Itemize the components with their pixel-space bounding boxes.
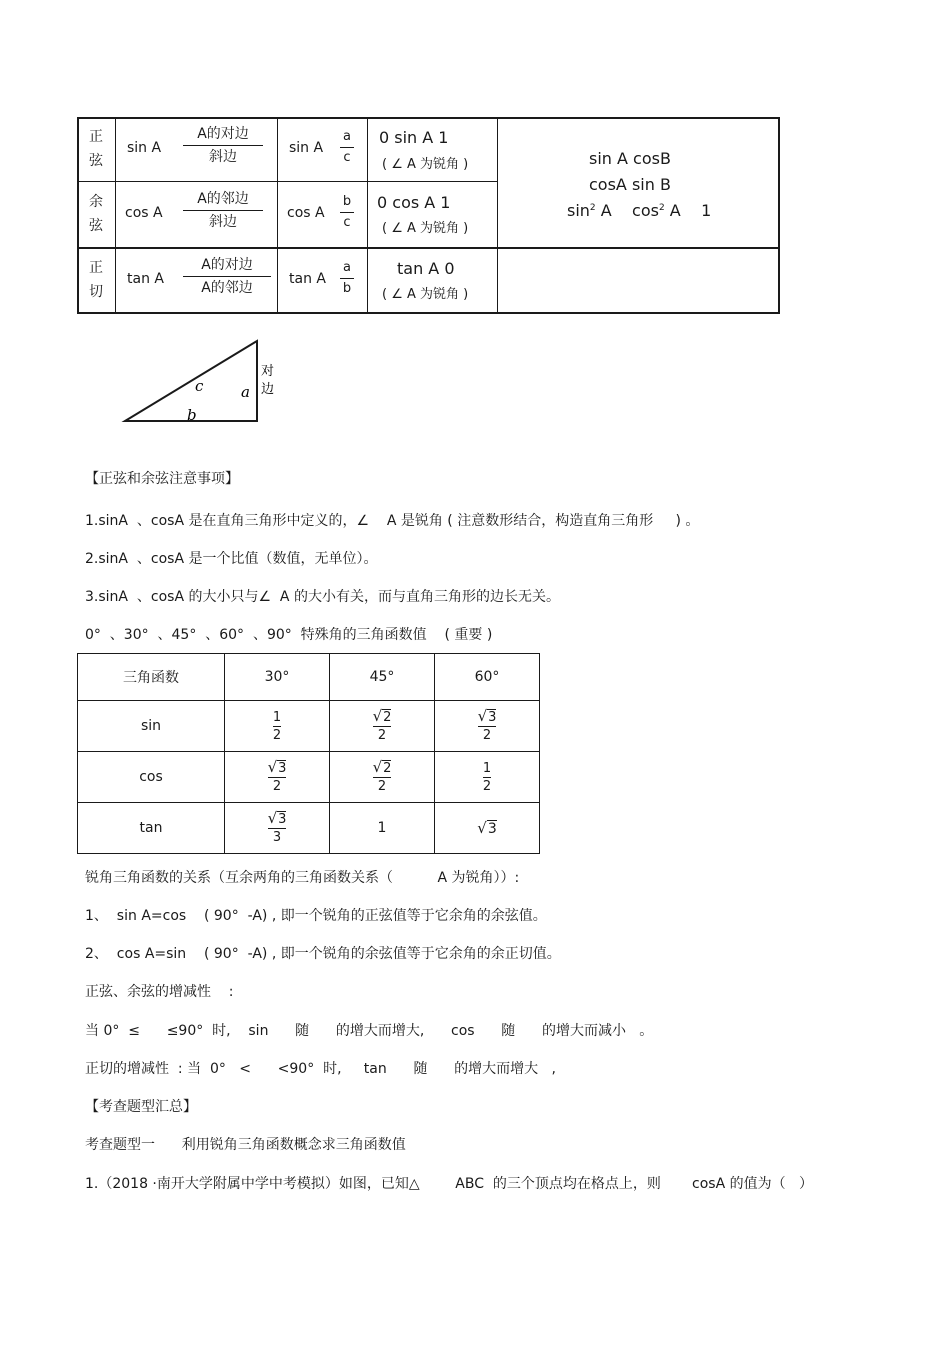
row3-range: tan A 0 [397, 259, 455, 278]
relations-title: 锐角三角函数的关系（互余两角的三角函数关系（ A 为锐角））: [85, 870, 520, 886]
row1-short-func: sin A [289, 140, 324, 156]
row3-func: tan A [127, 271, 164, 287]
row2-ratio-denominator: 斜边 [209, 214, 237, 230]
note-2: 2.sinA 、cosA 是一个比值（数值，无单位）。 [85, 551, 378, 567]
label-b: b [187, 406, 197, 424]
row1-func: sin A [127, 140, 162, 156]
row3-ratio-numerator: A的对边 [201, 257, 253, 273]
row2-note: ( ∠ A 为锐角 ) [382, 221, 469, 236]
row2-func: cos A [125, 205, 163, 221]
sin-45-cell: $\frac{√2}{2}$ [330, 701, 435, 752]
tan-30-cell: $\frac{√3}{3}$ [225, 803, 330, 854]
row-tan-label: tan [78, 803, 225, 854]
relation-line-1: sin A cosB [589, 149, 671, 168]
monotonicity-sin-cos: 当 0° ≤ ≤90° 时, sin 随 的增大而增大, cos 随 的增大而减小 。 [85, 1023, 654, 1039]
row1-ratio-denominator: 斜边 [209, 149, 237, 165]
row1-short-den: c [343, 150, 351, 165]
notes-heading: 【正弦和余弦注意事项】 [85, 471, 239, 487]
row3-note: ( ∠ A 为锐角 ) [382, 287, 469, 302]
row-cos-label: cos [78, 752, 225, 803]
row1-range: 0 sin A 1 [379, 128, 449, 147]
sin-60-cell: $\frac{√3}{2}$ [435, 701, 540, 752]
label-c: c [195, 377, 204, 395]
row2-ratio-fraction [183, 190, 263, 231]
tan-45-cell: 1 [330, 803, 435, 854]
cos-60-cell: $\frac{1}{2}$ [435, 752, 540, 803]
monotonicity-title: 正弦、余弦的增减性 : [85, 984, 234, 1000]
header-30: 30° [225, 654, 330, 701]
right-triangle-figure [120, 335, 290, 430]
row1-note: ( ∠ A 为锐角 ) [382, 157, 469, 172]
row3-short-func: tan A [289, 271, 326, 287]
side-label-1: 对 [261, 364, 275, 379]
relation-line-2: cosA sin B [589, 175, 671, 194]
definition-table [77, 117, 780, 313]
special-angles-title: 0° 、30° 、45° 、60° 、90° 特殊角的三角函数值 ( 重要 ) [85, 627, 493, 643]
row2-label-top: 余 [89, 194, 103, 210]
relation-line-3: $\sin^2 A$ $\cos^2 A$ 1 [567, 201, 712, 220]
row1-short-fraction [340, 129, 354, 166]
row3-ratio-fraction [183, 256, 271, 297]
tan-60-cell: √3 [435, 803, 540, 854]
row1-ratio-numerator: A的对边 [197, 126, 249, 142]
row2-short-func: cos A [287, 205, 325, 221]
cos-45-cell: $\frac{√2}{2}$ [330, 752, 435, 803]
row2-label-bottom: 弦 [89, 218, 103, 234]
row3-short-num: a [343, 260, 351, 275]
header-60: 60° [435, 654, 540, 701]
row3-short-fraction [340, 260, 354, 297]
relation-2: 2、 cos A=sin ( 90° -A) , 即一个锐角的余弦值等于它余角的余正切值。 [85, 946, 561, 962]
summary-heading: 【考查题型汇总】 [85, 1099, 197, 1115]
sin-30-cell: $\frac{1}{2}$ [225, 701, 330, 752]
question-1: 1.（2018 ·南开大学附属中学中考模拟）如图，已知△ ABC 的三个顶点均在格点上，则 cosA 的值为（ ） [85, 1176, 813, 1192]
row1-label-bottom: 弦 [89, 153, 103, 169]
row2-short-num: b [342, 194, 352, 209]
row2-ratio-numerator: A的邻边 [197, 191, 249, 207]
row3-short-den: b [342, 281, 352, 296]
header-func: 三角函数 [78, 654, 225, 701]
row2-short-fraction [340, 194, 354, 231]
note-3: 3.sinA 、cosA 的大小只与∠ A 的大小有关，而与直角三角形的边长无关。 [85, 589, 560, 605]
question-type-1: 考查题型一 利用锐角三角函数概念求三角函数值 [85, 1137, 406, 1153]
row1-short-num: a [343, 129, 351, 144]
row-sin-label: sin [78, 701, 225, 752]
label-a: a [241, 383, 250, 401]
special-angle-table [77, 653, 540, 854]
note-1: 1.sinA 、cosA 是在直角三角形中定义的，∠ A 是锐角 ( 注意数形结合，构造直角三角形 ) 。 [85, 513, 700, 529]
row1-ratio-fraction [183, 125, 263, 166]
header-45: 45° [330, 654, 435, 701]
row1-label-top: 正 [89, 129, 103, 145]
row2-range: 0 cos A 1 [377, 193, 451, 212]
monotonicity-tan: 正切的增减性 : 当 0° < <90° 时, tan 随 的增大而增大 , [85, 1061, 556, 1077]
row3-label-top: 正 [89, 260, 103, 276]
relation-1: 1、 sin A=cos ( 90° -A) , 即一个锐角的正弦值等于它余角的余弦值。 [85, 908, 547, 924]
side-label-2: 边 [261, 382, 275, 397]
cos-30-cell: $\frac{√3}{2}$ [225, 752, 330, 803]
row2-short-den: c [343, 215, 351, 230]
row3-label-bottom: 切 [89, 284, 103, 300]
row3-ratio-denominator: A的邻边 [201, 280, 253, 296]
